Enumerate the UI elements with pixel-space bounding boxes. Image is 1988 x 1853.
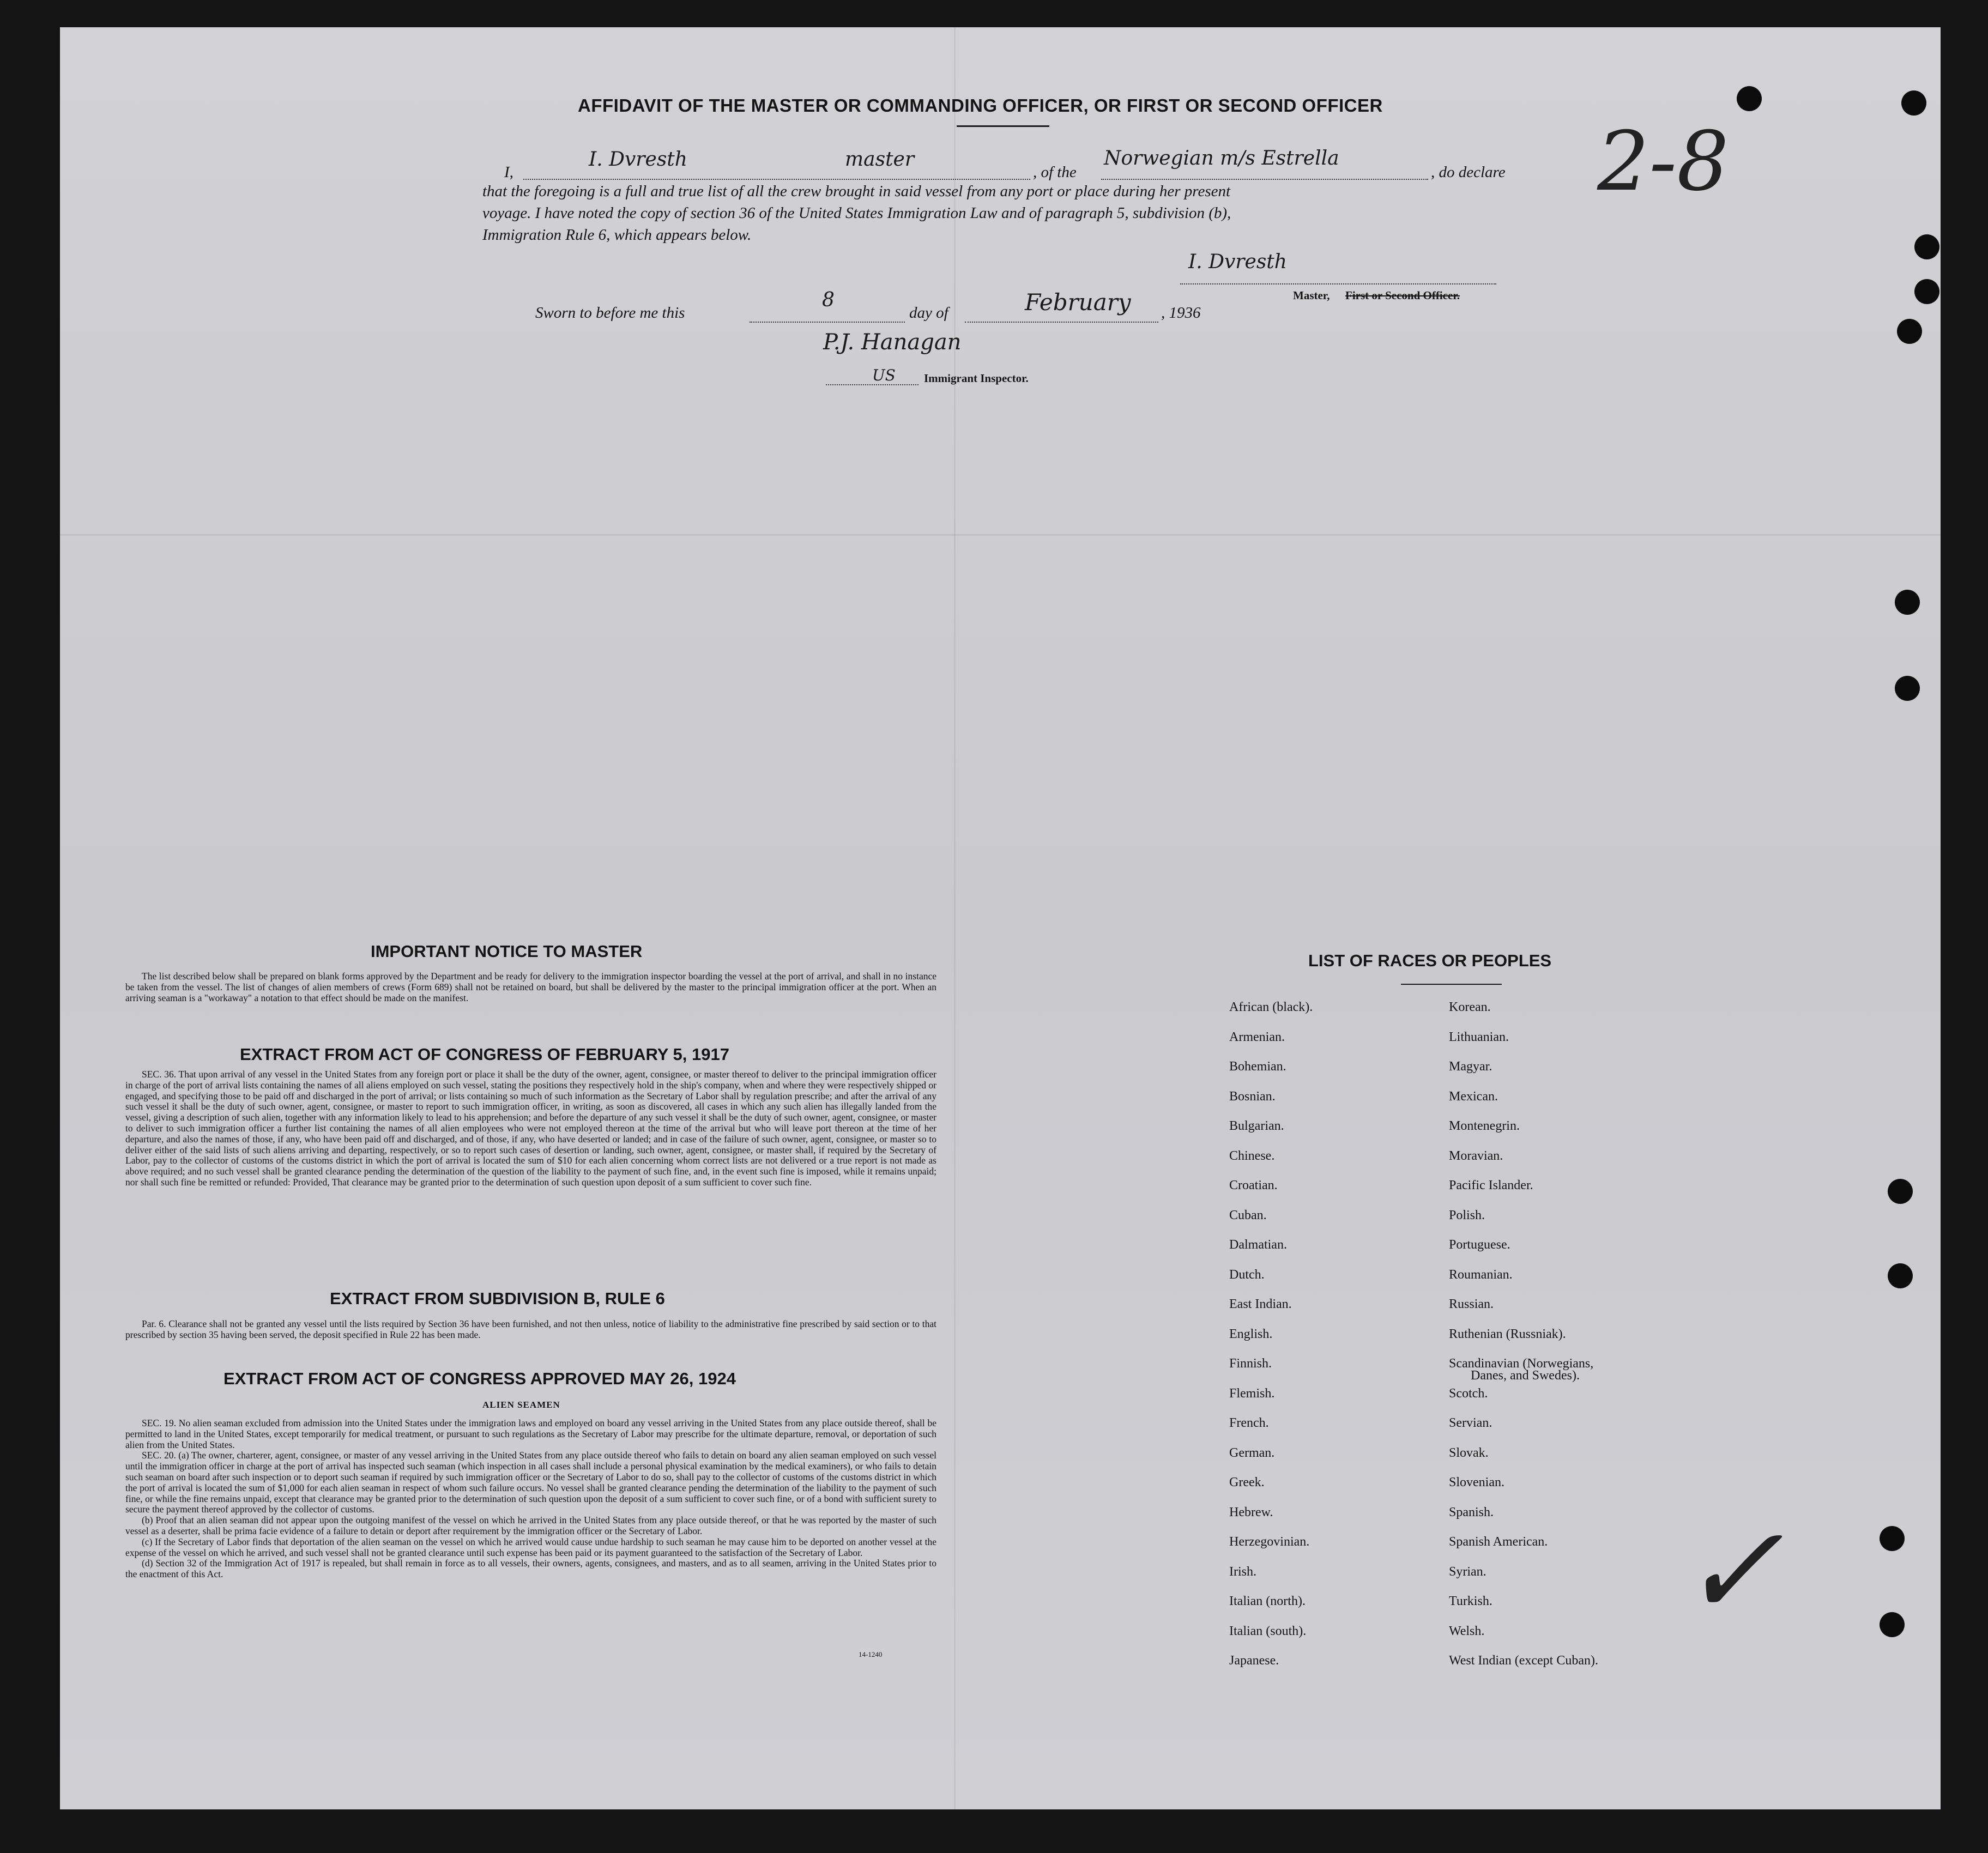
affidavit-i-label: I, [504,164,513,181]
signature-fill-line [1180,283,1496,284]
race-item: Greek. [1229,1475,1265,1489]
punch-hole [1914,234,1939,259]
day-of-label: day of [909,304,948,322]
notice-paragraph: The list described below shall be prepared on blank forms approved by the Department and be ready for delivery to the immigration inspector boarding the vessel at the port of arrival, and shall in no instance be taken from the vessel. The list of changes of alien members of crews (Form 689) shall not be retained on board, but shall be delivered by the master to the principal immigration officer at the port. When an arriving seaman is a "workaway" a notation to that effect should be made on the manifest. [125,971,936,1003]
affidavit-body-line-2: voyage. I have noted the copy of section 36 of the United States Immigration Law and of paragraph 5, subdivision (b), [482,204,1231,222]
master-name-handwritten: I. Dvresth [589,148,687,171]
race-item: Herzegovinian. [1229,1535,1310,1549]
race-item: Bohemian. [1229,1059,1286,1074]
inspector-label: Immigrant Inspector. [924,372,1029,385]
punch-hole [1901,90,1926,116]
month-handwritten: February [1025,289,1131,316]
punch-hole [1888,1179,1913,1204]
race-item: Scotch. [1449,1386,1488,1401]
race-item: Slovenian. [1449,1475,1504,1489]
race-item: Ruthenian (Russniak). [1449,1327,1566,1341]
race-item: Cuban. [1229,1208,1267,1222]
race-item: Korean. [1449,1000,1491,1014]
race-item: Bosnian. [1229,1089,1276,1104]
race-item: French. [1229,1416,1269,1430]
race-item: Portuguese. [1449,1238,1510,1252]
race-item: Chinese. [1229,1148,1275,1163]
inspector-fill-line [826,384,919,385]
alien-seamen-subtitle: ALIEN SEAMEN [482,1400,560,1410]
inspector-initials-handwritten: US [872,366,896,384]
sec-20d-paragraph: (d) Section 32 of the Immigration Act of 1917 is repealed, but shall remain in force as to all vessels, their owners, agents, consignees, and masters, and as to all seamen, arriving in the United States prior to the enactment of this Act. [125,1558,936,1580]
race-item: Bulgarian. [1229,1119,1284,1133]
punch-hole [1880,1526,1905,1551]
race-item: African (black). [1229,1000,1313,1014]
race-item: West Indian (except Cuban). [1449,1654,1598,1668]
margin-mark-top-right: 2-8 [1597,114,1729,209]
race-item: Croatian. [1229,1178,1278,1192]
race-item: Italian (south). [1229,1624,1307,1638]
race-item: Slovak. [1449,1445,1489,1460]
role-handwritten: master [845,148,915,171]
punch-hole [1737,86,1762,111]
race-item: Hebrew. [1229,1505,1273,1519]
punch-hole [1880,1612,1905,1637]
race-item: Pacific Islander. [1449,1178,1533,1192]
notice-title: IMPORTANT NOTICE TO MASTER [371,942,643,961]
check-mark: ✓ [1679,1499,1784,1644]
extract-1924-text [125,1418,936,1580]
race-item: Danes, and Swedes). [1471,1368,1580,1383]
race-item: Finnish. [1229,1357,1272,1371]
do-declare-label: , do declare [1431,164,1506,181]
master-label: Master, [1293,289,1330,302]
races-title: LIST OF RACES OR PEOPLES [1308,951,1552,970]
race-item: Syrian. [1449,1564,1487,1579]
day-fill-line [750,322,905,323]
race-item: Russian. [1449,1297,1494,1311]
punch-hole [1914,279,1939,304]
sec-20a-paragraph: SEC. 20. (a) The owner, charterer, agent, consignee, or master of any vessel arriving in the United States from any place outside thereof who fails to detain on board any alien seaman employed on such vessel until the immigration officer in charge at the port of arrival has inspected such seaman (which inspection in all cases shall include a personal physical examination by the medical examiners), or who fails to detain such seaman on board after such inspection or to deport such seaman if required by such immigration officer or the Secretary of Labor to do so, shall pay to the collector of customs of the customs district in which the port of arrival is located the sum of $1,000 for each alien seaman in respect of whom such failure occurs. No vessel shall be granted clearance pending the determination of the liability to the payment of such fine, or while the fine remains unpaid, except that clearance may be granted prior to the determination of such question upon the deposit of a sum sufficient to cover such fine, or of a bond with sufficient surety to secure the payment thereof approved by the collector of customs. [125,1450,936,1515]
sec-19-paragraph: SEC. 19. No alien seaman excluded from admission into the United States under the immigration laws and employed on board any vessel arriving in the United States from any place outside thereof, shall be permitted to land in the United States, except temporarily for medical treatment, or pursuant to such regulations as the Secretary of Labor may prescribe for the ultimate departure, removal, or deportation of such alien from the United States. [125,1418,936,1450]
section-36-paragraph: SEC. 36. That upon arrival of any vessel in the United States from any foreign port or place it shall be the duty of the owner, agent, consignee, or master thereof to deliver to the principal immigration officer in charge of the port of arrival lists containing the names of all aliens employed on such vessel, stating the positions they respectively hold in the ship's company, when and where they were respectively shipped or engaged, and specifying those to be paid off and discharged in the port of arrival; or lists containing so much of such information as the Secretary of Labor shall by regulation prescribe; and after the arrival of any such vessel it shall be the duty of such owner, agent, consignee, or master to report to such immigration officer, in writing, as soon as discovered, all cases in which any such alien has illegally landed from the vessel, giving a description of such alien, together with any information likely to lead to his apprehension; and before the departure of any such vessel it shall be the duty of such owner, agent, consignee, or master to deliver to such immigration officer a further list containing the names of all alien employees who were not employed thereon at the time of the arrival but who will leave port thereon at the time of her departure, and also the names of those, if any, who have been paid off and discharged, and of those, if any, who have deserted or landed; and in case of the failure of such owner, agent, consignee, or master so to deliver either of the said lists of such aliens arriving and departing, respectively, or so to report such cases of desertion or landing, such owner, agent, consignee, or master shall, if required by the Secretary of Labor, pay to the collector of customs of the customs district in which the port of arrival is located the sum of $10 for each alien concerning whom correct lists are not delivered or a true report is not made as above required; and no such vessel shall be granted clearance pending the determination of the question of the liability to the payment of such fine, and, in the event such fine is imposed, while it remains unpaid; nor shall such fine be remitted or refunded: Provided, That clearance may be granted prior to the determination of such question upon deposit of a sum sufficient to cover such fine. [125,1069,936,1188]
race-item: East Indian. [1229,1297,1292,1311]
day-handwritten: 8 [822,289,835,311]
race-item: Scandinavian (Norwegians, [1449,1357,1594,1371]
form-number: 14-1240 [859,1650,883,1658]
month-fill-line [965,322,1158,323]
race-item: Dutch. [1229,1267,1265,1282]
punch-hole [1895,676,1920,701]
race-item: German. [1229,1445,1275,1460]
title-underline [957,125,1049,127]
notice-text [125,971,936,1003]
paragraph-6: Par. 6. Clearance shall not be granted any vessel until the lists required by Section 36 have been furnished, and not then unless, notice of liability to the administrative fine prescribed by said section or to that prescribed by section 35 having been served, the deposit specified in Rule 22 has been made. [125,1318,936,1340]
race-item: Japanese. [1229,1654,1279,1668]
race-item: Magyar. [1449,1059,1492,1074]
name-fill-line [523,179,1030,180]
race-item: Turkish. [1449,1594,1492,1608]
sec-20b-paragraph: (b) Proof that an alien seaman did not appear upon the outgoing manifest of the vessel on which he arrived in the United States from any place outside thereof, or that he was reported by the master of such vessel as a deserter, shall be prima facie evidence of a failure to detain or deport after requirement by the immigration officer or the Secretary of Labor. [125,1515,936,1536]
punch-hole [1895,590,1920,615]
extract-rule6-text [125,1319,936,1341]
fold-line-horizontal [60,534,1941,536]
master-signature-handwritten: I. Dvresth [1188,251,1287,273]
fold-line-vertical [954,27,956,1809]
races-right-column [1449,1000,1598,1684]
extract-1924-title: EXTRACT FROM ACT OF CONGRESS APPROVED MAY 26, 1924 [223,1369,736,1388]
race-item: Lithuanian. [1449,1030,1509,1044]
race-item: Servian. [1449,1416,1492,1430]
punch-hole [1888,1263,1913,1288]
year-label: , 1936 [1161,304,1201,322]
race-item: Moravian. [1449,1148,1503,1163]
vessel-name-handwritten: Norwegian m/s Estrella [1104,147,1339,169]
vessel-fill-line [1101,179,1428,180]
punch-hole [1897,319,1922,344]
race-item: Irish. [1229,1564,1256,1579]
race-item: Montenegrin. [1449,1119,1520,1133]
race-item: Mexican. [1449,1089,1498,1104]
race-item: Roumanian. [1449,1267,1513,1282]
inspector-signature-handwritten: P.J. Hanagan [823,330,962,355]
extract-rule6-title: EXTRACT FROM SUBDIVISION B, RULE 6 [330,1289,665,1308]
race-item: Spanish. [1449,1505,1494,1519]
officer-label-struck: First or Second Officer. [1345,289,1460,302]
affidavit-body-line-3: Immigration Rule 6, which appears below. [482,226,752,244]
races-left-column [1229,1000,1313,1684]
race-item: Italian (north). [1229,1594,1306,1608]
races-title-underline [1401,984,1502,985]
extract-1917-text [125,1069,936,1188]
sworn-label: Sworn to before me this [535,304,685,322]
extract-1917-title: EXTRACT FROM ACT OF CONGRESS OF FEBRUARY 5, 1917 [240,1045,729,1064]
affidavit-title: AFFIDAVIT OF THE MASTER OR COMMANDING OFFICER, OR FIRST OR SECOND OFFICER [578,95,1383,116]
race-item: English. [1229,1327,1273,1341]
race-item: Spanish American. [1449,1535,1548,1549]
race-item: Flemish. [1229,1386,1275,1401]
race-item: Armenian. [1229,1030,1285,1044]
of-the-label: , of the [1033,164,1077,181]
affidavit-body-line-1: that the foregoing is a full and true list of all the crew brought in said vessel from any port or place during her present [482,183,1231,200]
sec-20c-paragraph: (c) If the Secretary of Labor finds that deportation of the alien seaman on the vessel on which he arrived would cause undue hardship to such seaman he may cause him to be deported on another vessel at the expense of the vessel on which he arrived, and such vessel shall not be granted clearance until such expense has been paid or its payment guaranteed to the satisfaction of the Secretary of Labor. [125,1536,936,1558]
race-item: Dalmatian. [1229,1238,1287,1252]
race-item: Welsh. [1449,1624,1485,1638]
race-item: Polish. [1449,1208,1485,1222]
